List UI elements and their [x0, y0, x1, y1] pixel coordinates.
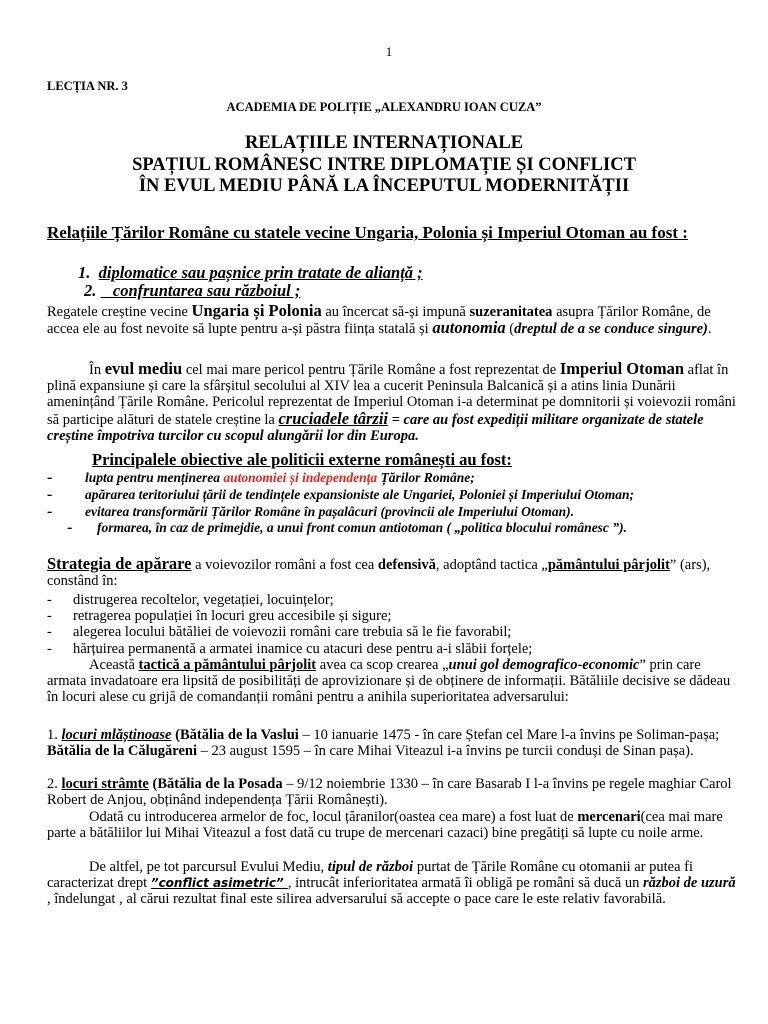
tactics-list: [47, 592, 747, 657]
paragraph-scorched-earth: Această tactică a pământului pârjolit avea ca scop crearea „unui gol demografico-economic” prin care armata invadatoare era lipsită de posibilități de aprovizionare și de obținere de informații. Bătăliile decisive se dădeau în locuri alese cu grijă de comandanții români pentru a anihila superioritatea adversarului:: [47, 657, 731, 706]
relation-type-text: diplomatice sau pașnice prin tratate de alianță ;: [98, 263, 423, 282]
title-line-3: ÎN EVUL MEDIU PÂNĂ LA ÎNCEPUTUL MODERNITĂȚII: [138, 176, 630, 196]
relation-type-text: confruntarea sau războiul ;: [112, 281, 301, 300]
battle-places-1: 1. locuri mlăștinoase (Bătălia de la Vaslui – 10 ianuarie 1475 - în care Ștefan cel Mare l-a învins pe Soliman-pașa; Bătălia de la Călugăreni – 23 august 1595 – în care Mihai Viteazul i-a învins pe turcii conduși de Sinan pașa).: [47, 727, 720, 760]
list-item: - apărarea teritoriului țării de tendințele expansioniste ale Ungariei, Poloniei și Imperiului Otoman;: [47, 485, 635, 503]
objectives-list: [47, 470, 747, 537]
relation-type-1: [78, 265, 423, 281]
relation-type-number: 1.: [78, 263, 91, 282]
paragraph-asymmetric-conflict: De altfel, pe tot parcursul Evului Mediu, tipul de război purtat de Țările Române cu otomanii ar putea fi caracterizat drept ”conflict asimetric” , intrucât inferioritatea armată îi obligă pe români să ducă un război de uzură , îndelungat , al cărui rezultat final este silirea adversarului să accepte o pace care le este relativ favorabilă.: [47, 859, 736, 908]
academy-name: ACADEMIA DE POLIȚIE „ALEXANDRU IOAN CUZA”: [226, 100, 542, 114]
document-title: [0, 133, 768, 198]
page-number: 1: [385, 44, 393, 59]
list-item: - retragerea populației în locuri greu accesibile și sigure;: [47, 608, 392, 625]
list-item: - hărțuirea permanentă a armatei inamice cu atacuri dese pentru a-i slăbii forțele;: [47, 640, 533, 657]
list-item: - distrugerea recoltelor, vegetației, locuințelor;: [47, 592, 334, 608]
paragraph-strategy: Strategia de apărare a voievozilor români a fost cea defensivă, adoptând tactica „pământului pârjolit” (ars), constând în:: [47, 554, 711, 590]
list-subitem: - formarea, în caz de primejdie, a unui front comun antiotoman ( „politica blocului românesc ”).: [67, 519, 627, 537]
relation-type-number: 2.: [84, 281, 97, 300]
title-line-1: RELAȚIILE INTERNAȚIONALE: [244, 133, 524, 153]
title-line-2: SPAȚIUL ROMÂNESC INTRE DIPLOMAȚIE ȘI CONFLICT: [132, 154, 636, 175]
lesson-label: LECȚIA NR. 3: [47, 79, 128, 93]
objectives-heading: Principalele obiective ale politicii externe românești au fost:: [92, 450, 512, 469]
relation-type-2: [84, 283, 300, 299]
list-item: - evitarea transformării Țărilor Române în pașalâcuri (provincii ale Imperiului Otoman).: [47, 502, 575, 520]
list-item: - lupta pentru menținerea autonomiei și independența Țărilor Române;: [47, 469, 475, 486]
battle-places-2: 2. locuri strâmte (Bătălia de la Posada – 9/12 noiembrie 1330 – în care Basarab I l-a învins pe regele maghiar Carol Robert de Anjou, obținând independența Țării Românești).: [47, 776, 732, 809]
paragraph-firearms: Odată cu introducerea armelor de foc, locul țăranilor(oastea cea mare) a fost luat de mercenari(cea mai mare parte a bătăliilor lui Mihai Viteazul a fost dată cu trupe de mercenari cazaci) bine pregătiți să lupte cu noile arme.: [47, 809, 723, 842]
paragraph-ottoman-empire: În evul mediu cel mai mare pericol pentru Țările Române a fost reprezentat de Imperiul Otoman aflat în plină expansiune și care la sfârșitul secolului al XIV lea a cucerit Peninsula Balcanică și a atins linia Dunării amenințând Țările Române. Pericolul reprezentat de Imperiul Otoman i-a determinat pe domnitorii și voievozii români să participe alături de statele creștine la cruciadele târzii = care au fost expediții militare organizate de statele creștine împotriva turcilor cu scopul alungării lor din Europa.: [47, 359, 736, 444]
paragraph-suzerainty: Regatele creștine vecine Ungaria și Polonia au încercat să-și impună suzeranitatea asupra Țărilor Române, de accea ele au fost nevoite să lupte pentru a-și păstra ființa statală și autonomia (dreptul de a se conduce singure).: [47, 301, 712, 338]
relations-heading: Relațiile Țărilor Române cu statele vecine Ungaria, Polonia și Imperiul Otoman au fost :: [47, 223, 688, 242]
list-item: - alegerea locului bătăliei de voievozii români care trebuia să le fie favorabil;: [47, 624, 512, 641]
